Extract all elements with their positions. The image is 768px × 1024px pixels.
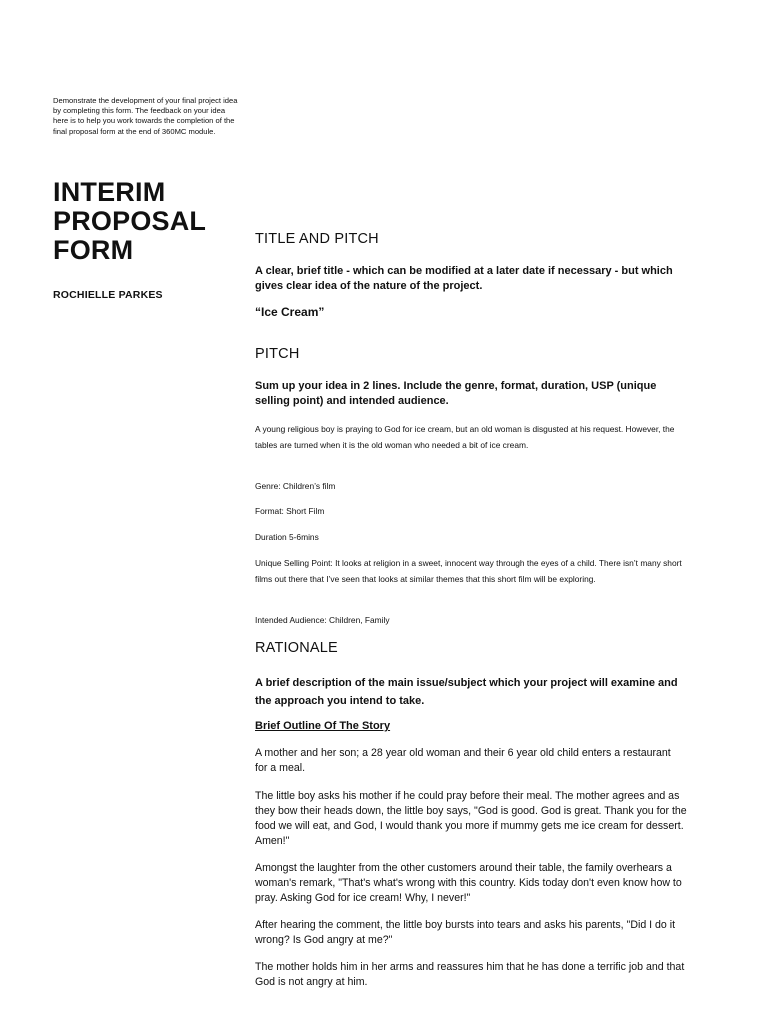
rationale-heading: RATIONALE xyxy=(255,640,338,656)
pitch-summary: A young religious boy is praying to God for ice cream, but an old woman is disgusted at his request. However, the tables are turned when it is the old woman who needed a bit of ice cream. xyxy=(255,424,675,450)
title-and-pitch-heading-wrap xyxy=(255,230,695,248)
pitch-duration: Duration 5-6mins xyxy=(255,532,319,542)
title-instruction: A clear, brief title - which can be modified at a later date if necessary - but which gives clear idea of the nature of the project. xyxy=(255,265,673,292)
story-paragraph-2: The little boy asks his mother if he could pray before their meal. The mother agrees and as they bow their heads down, the little boy says, "God is good. God is great. Thank you for the food we will eat, and God, I would thank you more if mummy gets me ice cream for dessert. Amen!" xyxy=(255,790,687,847)
title-line-3: FORM xyxy=(53,235,134,265)
title-line-1: INTERIM xyxy=(53,177,166,207)
story-paragraph-5: The mother holds him in her arms and reassures him that he has done a terrific job and that God is not angry at him. xyxy=(255,961,685,988)
pitch-format: Format: Short Film xyxy=(255,506,325,516)
title-line-2: PROPOSAL xyxy=(53,206,207,236)
title-and-pitch-heading: TITLE AND PITCH xyxy=(255,231,379,247)
pitch-usp: Unique Selling Point: It looks at religion in a sweet, innocent way through the eyes of a child. There isn’t many short films out there that I’ve seen that looks at similar themes that this short film will be exploring. xyxy=(255,558,682,584)
intro-text: Demonstrate the development of your final project idea by completing this form. The feedback on your idea here is to help you work towards the completion of the final proposal form at the end of 360MC module. xyxy=(53,96,238,136)
story-paragraph-4: After hearing the comment, the little boy bursts into tears and asks his parents, "Did I do it wrong? Is God angry at me?" xyxy=(255,919,676,946)
story-outline-heading: Brief Outline Of The Story xyxy=(255,720,391,732)
pitch-heading: PITCH xyxy=(255,346,300,362)
page-title xyxy=(53,178,243,265)
pitch-instruction: Sum up your idea in 2 lines. Include the genre, format, duration, USP (unique selling point) and intended audience. xyxy=(255,380,657,407)
rationale-instruction: A brief description of the main issue/subject which your project will examine and the approach you intend to take. xyxy=(255,677,678,707)
pitch-heading-wrap xyxy=(255,345,695,363)
rationale-heading-wrap xyxy=(255,639,695,657)
project-title-value: “Ice Cream” xyxy=(255,305,325,319)
pitch-audience: Intended Audience: Children, Family xyxy=(255,615,390,625)
story-paragraph-3: Amongst the laughter from the other customers around their table, the family overhears a woman's remark, "That's what's wrong with this country. Kids today don't even know how to pray. Asking God for ice cream! Why, I never!" xyxy=(255,862,682,904)
author-name: ROCHIELLE PARKES xyxy=(53,289,163,301)
story-paragraph-1: A mother and her son; a 28 year old woman and their 6 year old child enters a restaurant for a meal. xyxy=(255,747,671,774)
pitch-genre: Genre: Children’s film xyxy=(255,481,336,491)
